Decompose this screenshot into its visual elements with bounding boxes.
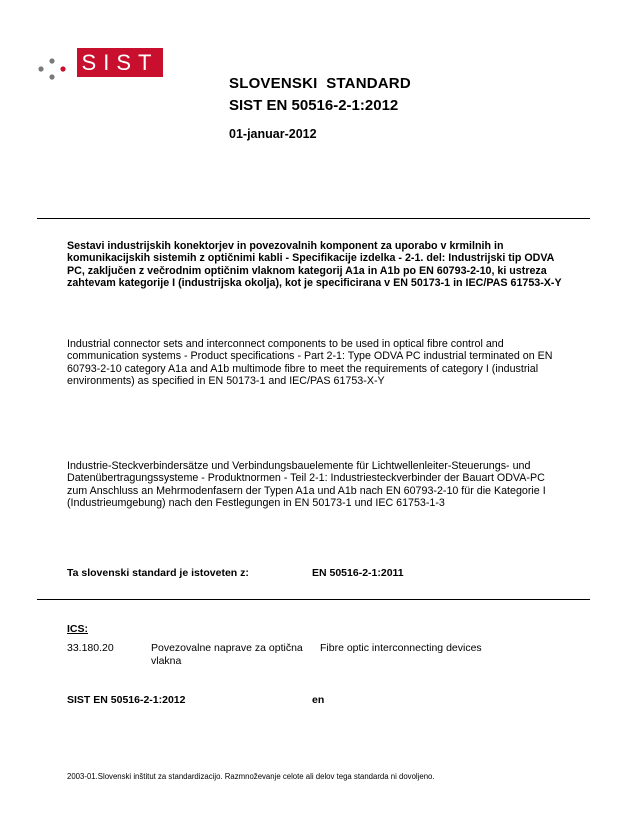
standard-code: SIST EN 50516-2-1:2012 (229, 97, 399, 114)
standard-heading: SLOVENSKI STANDARD (229, 75, 411, 92)
ics-label: ICS: (67, 623, 88, 635)
ics-description-sl: Povezovalne naprave za optična vlakna (151, 642, 303, 667)
title-slovenian: Sestavi industrijskih konektorjev in povezovalnih komponent za uporabo v krmilnih in komunikacijskih sistemih z optičnimi kabli - Specifikacije izdelka - 2-1. del: Industrijski tip ODVA PC, zaključen z večrodnim optičnim vlaknom kategorij A1a in A1b po EN 60793-2-10, ki ustreza zahtevam kategorije I (industrijska okolja), kot je specificirana v EN 50173-1 in IEC/PAS 61753-X-Y (67, 240, 562, 289)
bottom-divider (37, 599, 590, 600)
ics-code: 33.180.20 (67, 642, 114, 654)
logo-dots-icon (37, 54, 77, 84)
title-english: Industrial connector sets and interconnect components to be used in optical fibre control and communication systems - Product specifications - Part 2-1: Type ODVA PC industrial terminated on EN 60793-2-10 category A1a and A1b multimode fibre to meet the requirements of category I (industrial environments) as specified in EN 50173-1 and IEC/PAS 61753-X-Y (67, 338, 553, 387)
ics-description-en: Fibre optic interconnecting devices (320, 642, 482, 654)
reference-code: SIST EN 50516-2-1:2012 (67, 694, 186, 706)
title-german: Industrie-Steckverbindersätze und Verbindungsbauelemente für Lichtwellenleiter-Steuerungs- und Datenübertragungssysteme - Produktnormen - Teil 2-1: Industriesteckverbinder der Bauart ODVA-PC zum Anschluss an Mehrmodenfasern der Typen A1a und A1b nach EN 60793-2-10 für die Kategorie I (Industrieumgebung) nach den Festlegungen in EN 50173-1 und IEC 61753-1-3 (67, 460, 546, 509)
sist-logo: SIST (77, 48, 163, 77)
equivalence-value: EN 50516-2-1:2011 (312, 567, 404, 579)
copyright-footer: 2003-01.Slovenski inštitut za standardizacijo. Razmnoževanje celote ali delov tega standarda ni dovoljeno. (67, 772, 435, 781)
reference-language: en (312, 694, 325, 706)
equivalence-label: Ta slovenski standard je istoveten z: (67, 567, 249, 579)
top-divider (37, 218, 590, 219)
publication-date: 01-januar-2012 (229, 127, 317, 141)
